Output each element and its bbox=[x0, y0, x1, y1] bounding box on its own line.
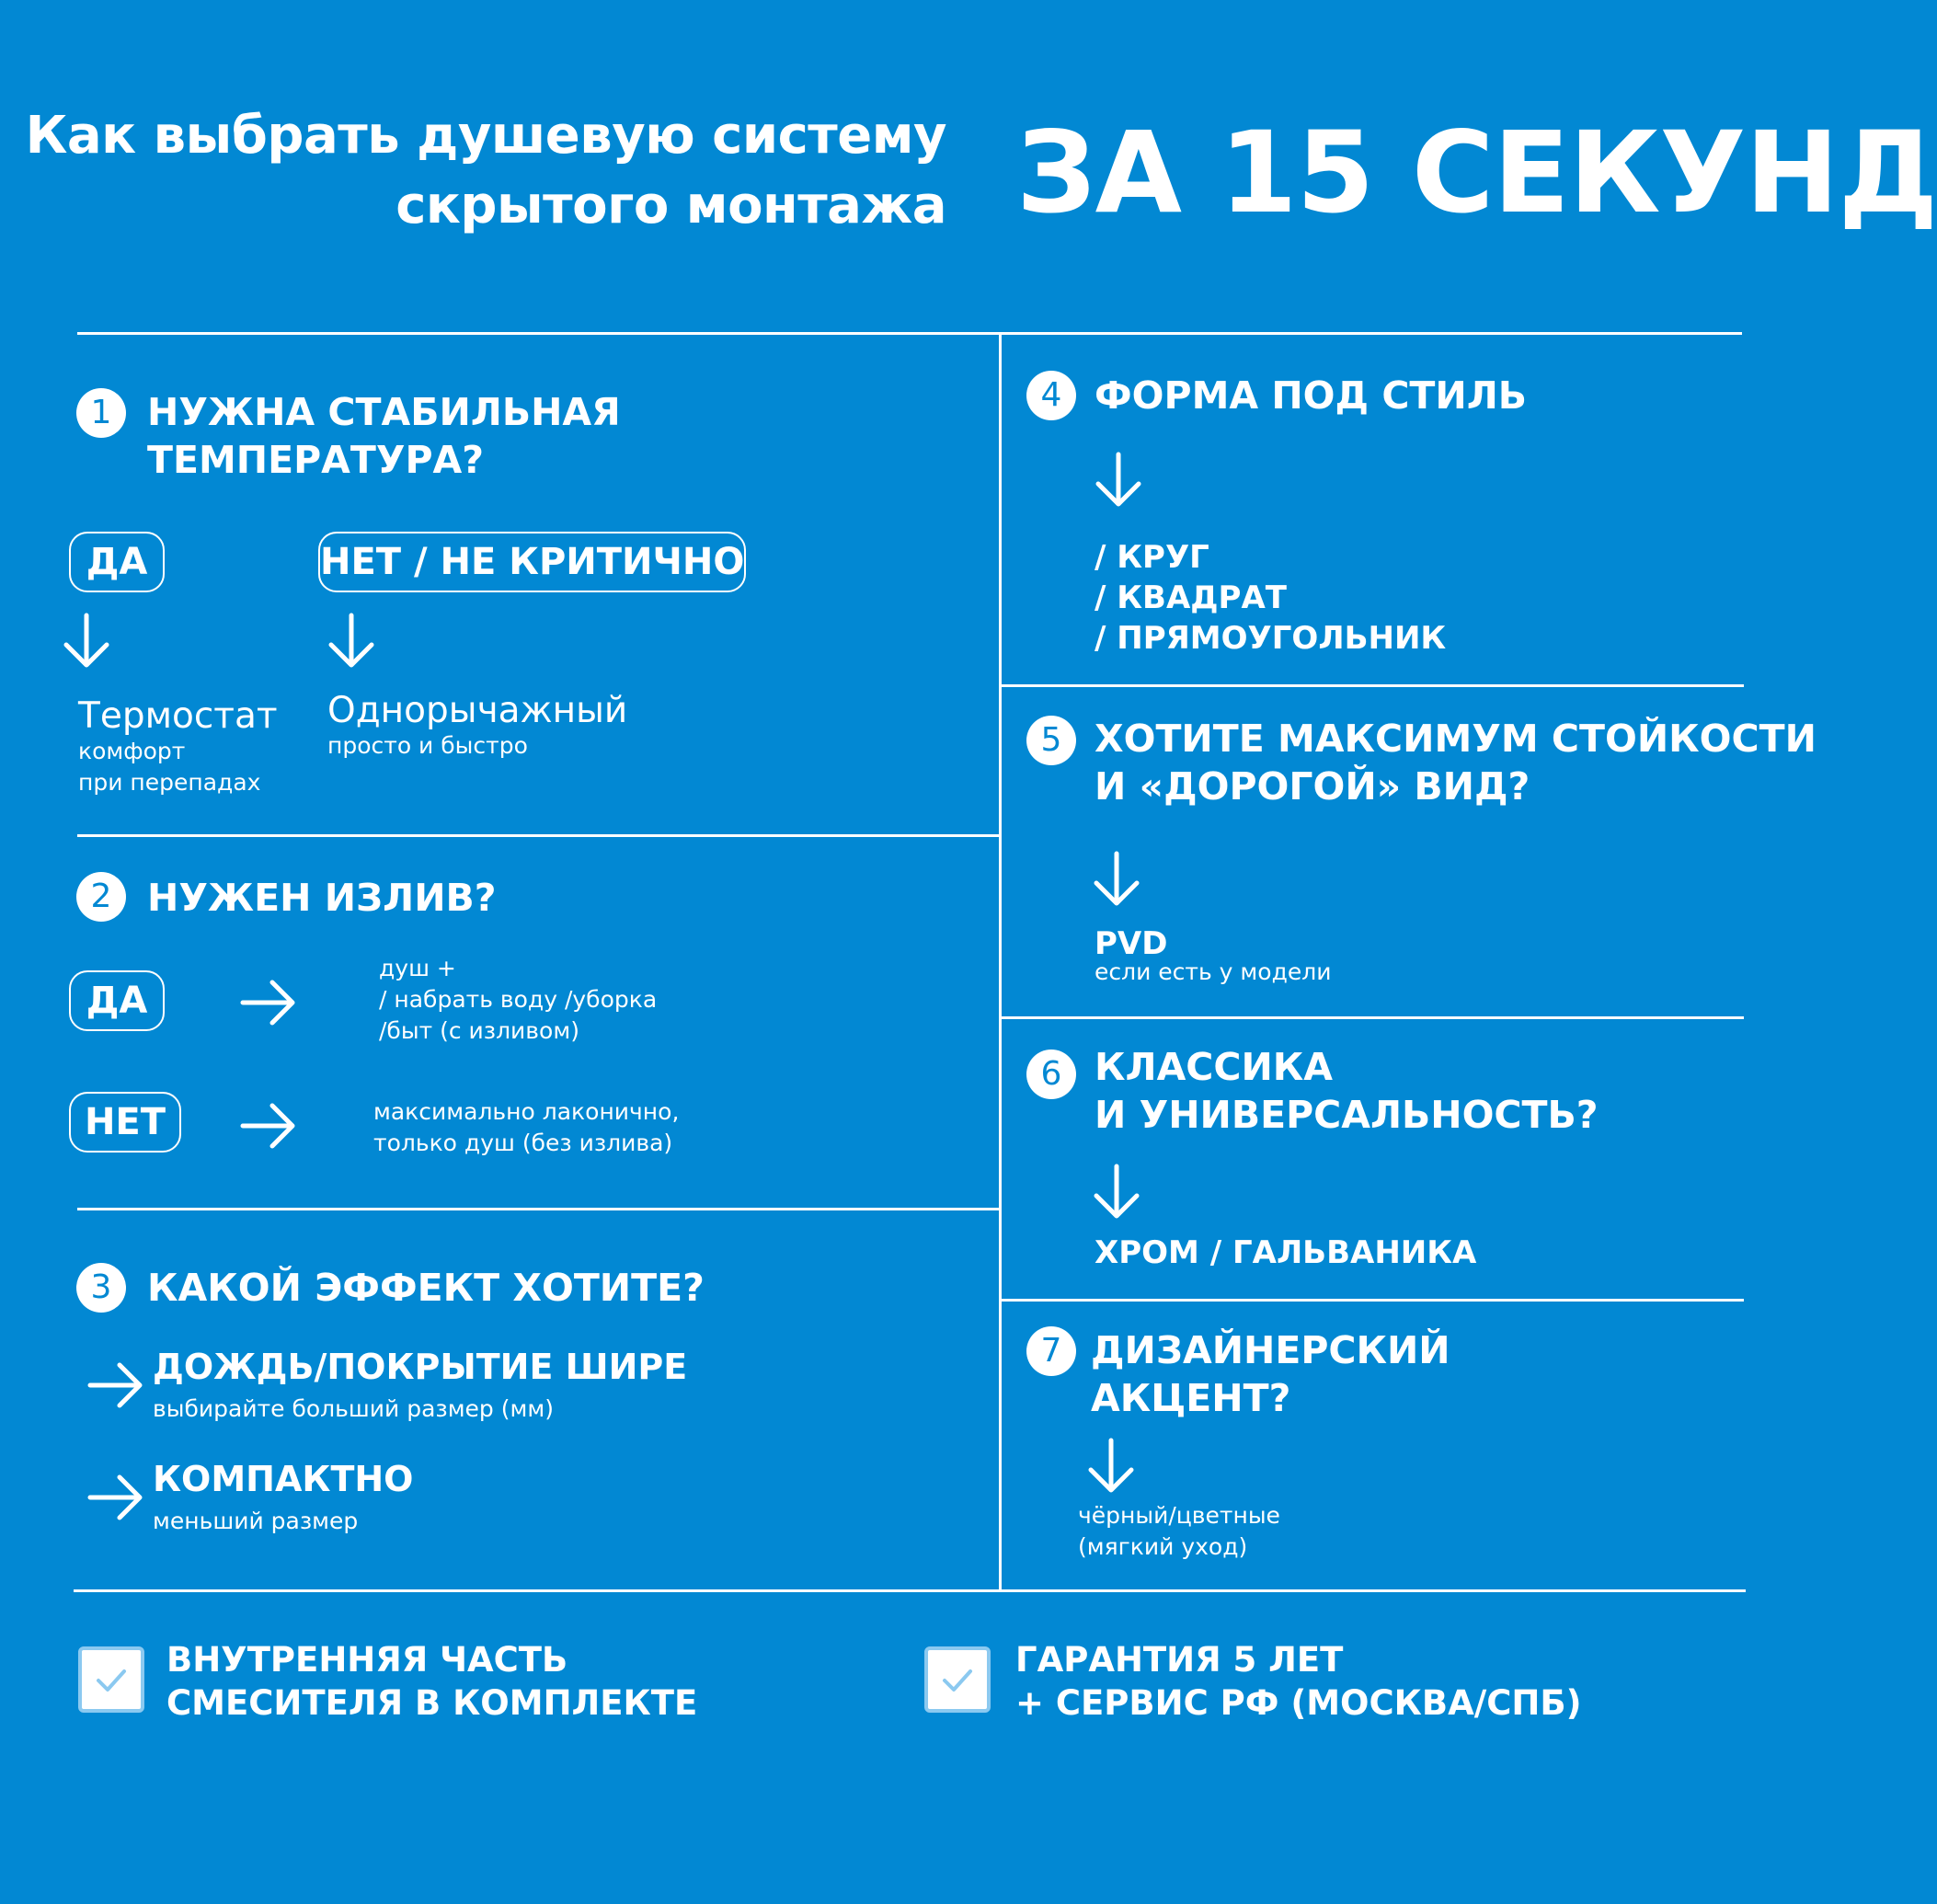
step1-no-answer: Однорычажный bbox=[327, 690, 628, 731]
divider-step4-step5 bbox=[999, 684, 1744, 687]
step7-answer-line1: чёрный/цветные bbox=[1078, 1502, 1280, 1529]
footer-right-text bbox=[1015, 1638, 1582, 1725]
step4-option-rectangle: / ПРЯМОУГОЛЬНИК bbox=[1095, 620, 1447, 657]
step4-number-badge: 4 bbox=[1026, 371, 1076, 420]
step6-answer: ХРОМ / ГАЛЬВАНИКА bbox=[1095, 1234, 1477, 1271]
step1-yes-subtext-line2: при перепадах bbox=[78, 769, 261, 796]
step3-option1-title: ДОЖДЬ/ПОКРЫТИЕ ШИРЕ bbox=[153, 1347, 688, 1387]
header-subtitle bbox=[26, 101, 946, 241]
step3-option2-title: КОМПАКТНО bbox=[153, 1459, 414, 1499]
step1-question bbox=[147, 388, 621, 484]
step5-question bbox=[1095, 715, 1817, 810]
step5-number-badge: 5 bbox=[1026, 716, 1076, 765]
step1-yes-pill: ДА bbox=[69, 532, 165, 592]
step6-arrow-down-icon bbox=[1091, 1163, 1142, 1223]
step7-question bbox=[1091, 1326, 1450, 1422]
footer-right-checkbox-icon bbox=[924, 1646, 991, 1713]
step2-no-arrow-right-icon bbox=[239, 1100, 300, 1152]
divider-step2-step3 bbox=[77, 1208, 1001, 1210]
step5-answer: PVD bbox=[1095, 925, 1168, 962]
step7-question-line2: АКЦЕНТ? bbox=[1091, 1376, 1291, 1420]
footer-right-line1: ГАРАНТИЯ 5 ЛЕТ bbox=[1015, 1640, 1344, 1680]
step7-number-badge: 7 bbox=[1026, 1326, 1076, 1376]
step5-answer-subtext: если есть у модели bbox=[1095, 958, 1332, 985]
step2-yes-text bbox=[379, 953, 657, 1047]
header-subtitle-line1: Как выбрать душевую систему bbox=[25, 106, 946, 166]
step2-no-text-line2: только душ (без излива) bbox=[373, 1130, 673, 1156]
footer-left-text bbox=[166, 1638, 697, 1725]
step2-yes-text-line2: / набрать воду /уборка bbox=[379, 986, 658, 1013]
footer-right-line2: + СЕРВИС РФ (МОСКВА/СПБ) bbox=[1015, 1683, 1582, 1723]
divider-bottom bbox=[74, 1589, 1746, 1592]
step3-option1-subtext: выбирайте больший размер (мм) bbox=[153, 1395, 554, 1422]
step3-number-badge: 3 bbox=[76, 1263, 126, 1313]
divider-center bbox=[999, 332, 1002, 1591]
step1-number-badge: 1 bbox=[76, 388, 126, 438]
header-subtitle-line2: скрытого монтажа bbox=[395, 176, 946, 235]
step1-question-line2: ТЕМПЕРАТУРА? bbox=[147, 438, 485, 482]
step5-question-line2: И «ДОРОГОЙ» ВИД? bbox=[1095, 764, 1530, 809]
step1-question-line1: НУЖНА СТАБИЛЬНАЯ bbox=[147, 390, 621, 434]
footer-left-line2: СМЕСИТЕЛЯ В КОМПЛЕКТЕ bbox=[166, 1683, 698, 1723]
step7-answer bbox=[1078, 1500, 1280, 1563]
step1-yes-answer: Термостат bbox=[78, 695, 278, 737]
divider-step1-step2 bbox=[77, 834, 1001, 837]
divider-step6-step7 bbox=[999, 1299, 1744, 1302]
step3-option2-subtext: меньший размер bbox=[153, 1508, 359, 1534]
header-title: ЗА 15 СЕКУНД bbox=[1016, 108, 1937, 238]
step2-number-badge: 2 bbox=[76, 872, 126, 922]
step4-question: ФОРМА ПОД СТИЛЬ bbox=[1095, 373, 1527, 418]
step4-option-square: / КВАДРАТ bbox=[1095, 579, 1287, 616]
step6-question-line1: КЛАССИКА bbox=[1095, 1045, 1334, 1089]
step2-yes-arrow-right-icon bbox=[239, 977, 300, 1028]
step3-question: КАКОЙ ЭФФЕКТ ХОТИТЕ? bbox=[147, 1266, 705, 1310]
step2-no-text bbox=[373, 1096, 679, 1159]
step2-yes-text-line3: /быт (с изливом) bbox=[379, 1017, 579, 1044]
footer-left-checkbox-icon bbox=[78, 1646, 144, 1713]
step4-options-list bbox=[1095, 537, 1446, 659]
step6-question-line2: И УНИВЕРСАЛЬНОСТЬ? bbox=[1095, 1093, 1599, 1137]
step2-no-pill: НЕТ bbox=[69, 1092, 181, 1153]
divider-step5-step6 bbox=[999, 1016, 1744, 1019]
step7-answer-line2: (мягкий уход) bbox=[1078, 1533, 1248, 1560]
step1-yes-subtext-line1: комфорт bbox=[78, 738, 186, 764]
step6-question bbox=[1095, 1043, 1599, 1139]
step1-yes-subtext bbox=[78, 736, 260, 798]
footer-left-line1: ВНУТРЕННЯЯ ЧАСТЬ bbox=[166, 1640, 568, 1680]
step7-arrow-down-icon bbox=[1085, 1437, 1137, 1497]
step4-arrow-down-icon bbox=[1093, 451, 1144, 511]
step6-number-badge: 6 bbox=[1026, 1049, 1076, 1099]
step3-option1-arrow-right-icon bbox=[86, 1359, 147, 1411]
divider-top bbox=[77, 332, 1742, 335]
step3-option2-arrow-right-icon bbox=[86, 1472, 147, 1523]
step2-yes-pill: ДА bbox=[69, 970, 165, 1031]
step2-question: НУЖЕН ИЗЛИВ? bbox=[147, 876, 497, 920]
step1-no-arrow-down-icon bbox=[326, 612, 377, 672]
step4-option-circle: / КРУГ bbox=[1095, 539, 1209, 576]
step1-yes-arrow-down-icon bbox=[61, 612, 112, 672]
step7-question-line1: ДИЗАЙНЕРСКИЙ bbox=[1091, 1328, 1450, 1372]
step5-question-line1: ХОТИТЕ МАКСИМУМ СТОЙКОСТИ bbox=[1095, 717, 1817, 761]
step2-yes-text-line1: душ + bbox=[379, 955, 456, 981]
step1-no-subtext: просто и быстро bbox=[327, 732, 528, 759]
step1-no-pill: НЕТ / НЕ КРИТИЧНО bbox=[318, 532, 746, 592]
step2-no-text-line1: максимально лаконично, bbox=[373, 1098, 680, 1125]
step5-arrow-down-icon bbox=[1091, 850, 1142, 911]
